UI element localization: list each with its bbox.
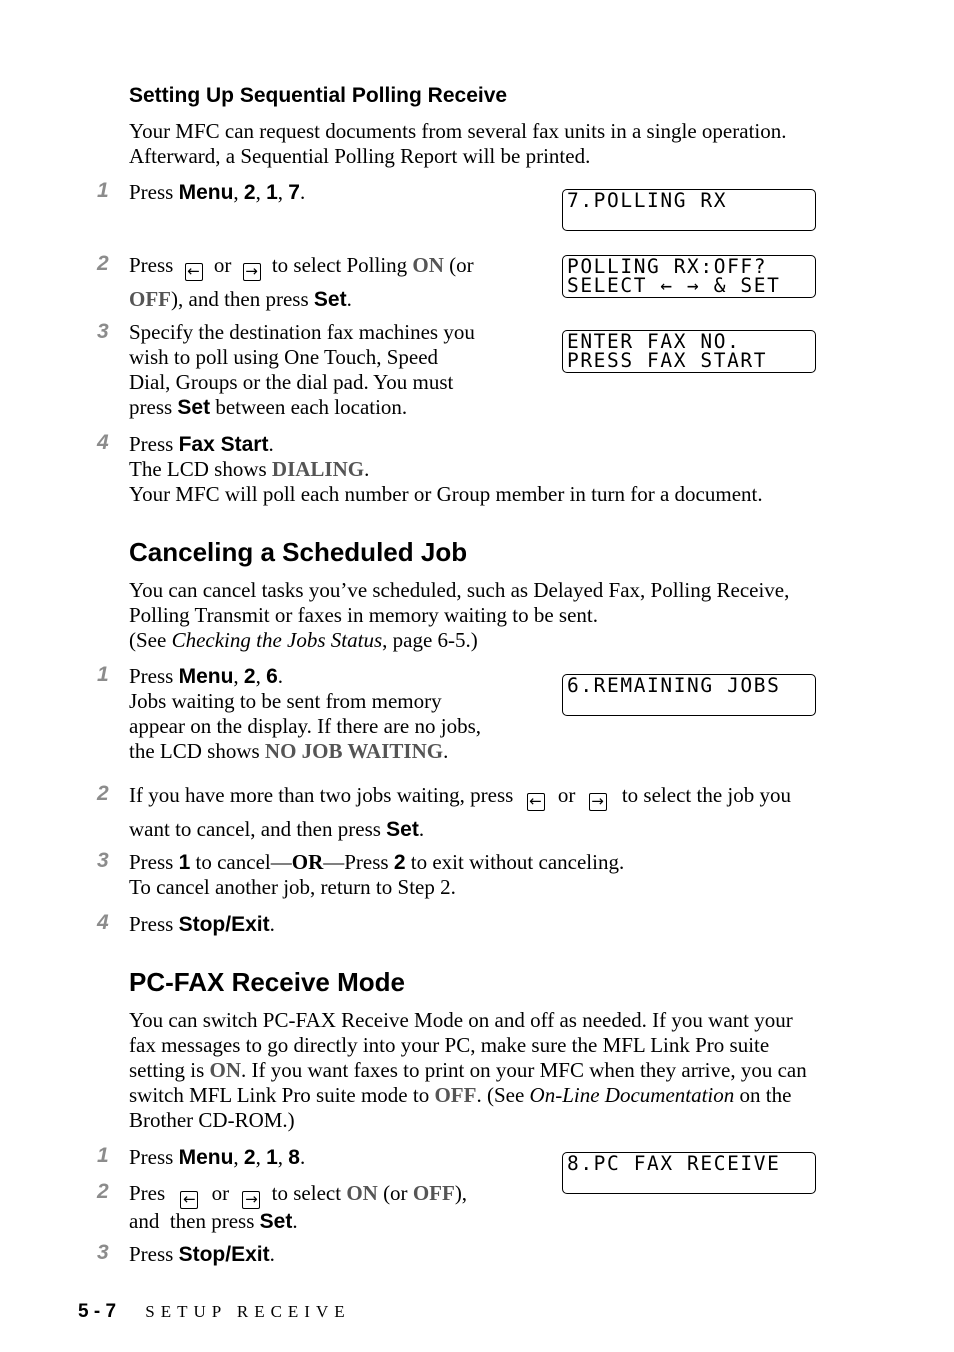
right-arrow-key-icon: → <box>243 263 261 281</box>
chapter-title: SETUP RECEIVE <box>145 1302 351 1321</box>
step-number: 3 <box>97 849 109 872</box>
key-label: 2 <box>243 181 256 204</box>
section-heading-canceling: Canceling a Scheduled Job <box>129 537 468 567</box>
step-text: Press Stop/Exit. <box>129 912 275 936</box>
step-number: 1 <box>97 179 109 202</box>
step-number: 3 <box>97 320 109 343</box>
step-text: Press Fax Start. The LCD shows DIALING. Your MFC will poll each number or Group member in turn for a document. <box>129 432 763 506</box>
step-text: If you have more than two jobs waiting, press ← or → to select the job you want to cancel, and then press Set. <box>129 783 791 841</box>
step-text: Pres ← or → to select ON (or OFF), and then press Set. <box>129 1181 468 1233</box>
page-number: 5 - 7 <box>78 1301 117 1322</box>
page-footer <box>78 1298 351 1324</box>
step-number: 2 <box>97 1180 109 1203</box>
right-arrow-key-icon: → <box>242 1191 260 1209</box>
right-arrow-key-icon: → <box>589 793 607 811</box>
intro-paragraph <box>129 119 787 169</box>
step-text: Press ← or → to select Polling ON (or OFF), and then press Set. <box>129 253 474 311</box>
intro-paragraph: You can switch PC-FAX Receive Mode on and off as needed. If you want your fax messages to go directly into your PC, make sure the MFL Link Pro suite setting is ON. If you want faxes to print on your MFC when they arrive, you can switch MFL Link Pro suite mode to OFF. (See On-Line Documentation on the Brother CD-ROM.) <box>129 1008 807 1132</box>
lcd-display: ENTER FAX NO. PRESS FAX START <box>562 330 816 373</box>
step-text: Press Menu, 2, 1, 7. <box>129 180 306 204</box>
step-number: 4 <box>97 431 109 454</box>
cross-reference: On-Line Documentation <box>529 1083 735 1107</box>
step-number: 3 <box>97 1241 109 1264</box>
step-number: 4 <box>97 911 109 934</box>
intro-line: Your MFC can request documents from several fax units in a single operation. <box>129 119 787 143</box>
left-arrow-key-icon: ← <box>180 1191 198 1209</box>
intro-paragraph: You can cancel tasks you’ve scheduled, such as Delayed Fax, Polling Receive, Polling Transmit or faxes in memory waiting to be sent. (See Checking the Jobs Status, page 6-5.) <box>129 578 790 652</box>
step-number: 2 <box>97 252 109 275</box>
lcd-display: POLLING RX:OFF? SELECT ← → & SET <box>562 255 816 298</box>
cross-reference: Checking the Jobs Status <box>171 628 383 652</box>
section-heading-pcfax: PC-FAX Receive Mode <box>129 967 405 997</box>
step-number: 1 <box>97 1144 109 1167</box>
section-heading-polling: Setting Up Sequential Polling Receive <box>129 84 508 107</box>
left-arrow-key-icon: ← <box>527 793 545 811</box>
key-label: Fax Start <box>178 433 269 456</box>
lcd-display: 7.POLLING RX <box>562 189 816 231</box>
step-text: Press Menu, 2, 6. Jobs waiting to be sent from memory appear on the display. If there are no jobs, the LCD shows NO JOB WAITING. <box>129 664 482 763</box>
left-arrow-key-icon: ← <box>185 263 203 281</box>
key-label: 7 <box>288 181 300 204</box>
key-label: Menu <box>178 181 234 204</box>
key-label: 1 <box>266 181 278 204</box>
key-label: Set <box>313 288 347 311</box>
lcd-display: 6.REMAINING JOBS <box>562 674 816 716</box>
step-number: 1 <box>97 663 109 686</box>
intro-line: Afterward, a Sequential Polling Report will be printed. <box>129 144 591 168</box>
lcd-display: 8.PC FAX RECEIVE <box>562 1152 816 1194</box>
step-text: Press Stop/Exit. <box>129 1242 275 1266</box>
step-text: Press Menu, 2, 1, 8. <box>129 1145 306 1169</box>
step-number: 2 <box>97 782 109 805</box>
step-text: Specify the destination fax machines you wish to poll using One Touch, Speed Dial, Groups or the dial pad. You must press Set between each location. <box>129 320 475 419</box>
key-label: Set <box>177 396 211 419</box>
step-text: Press 1 to cancel—OR—Press 2 to exit without canceling. To cancel another job, return to Step 2. <box>129 850 625 899</box>
